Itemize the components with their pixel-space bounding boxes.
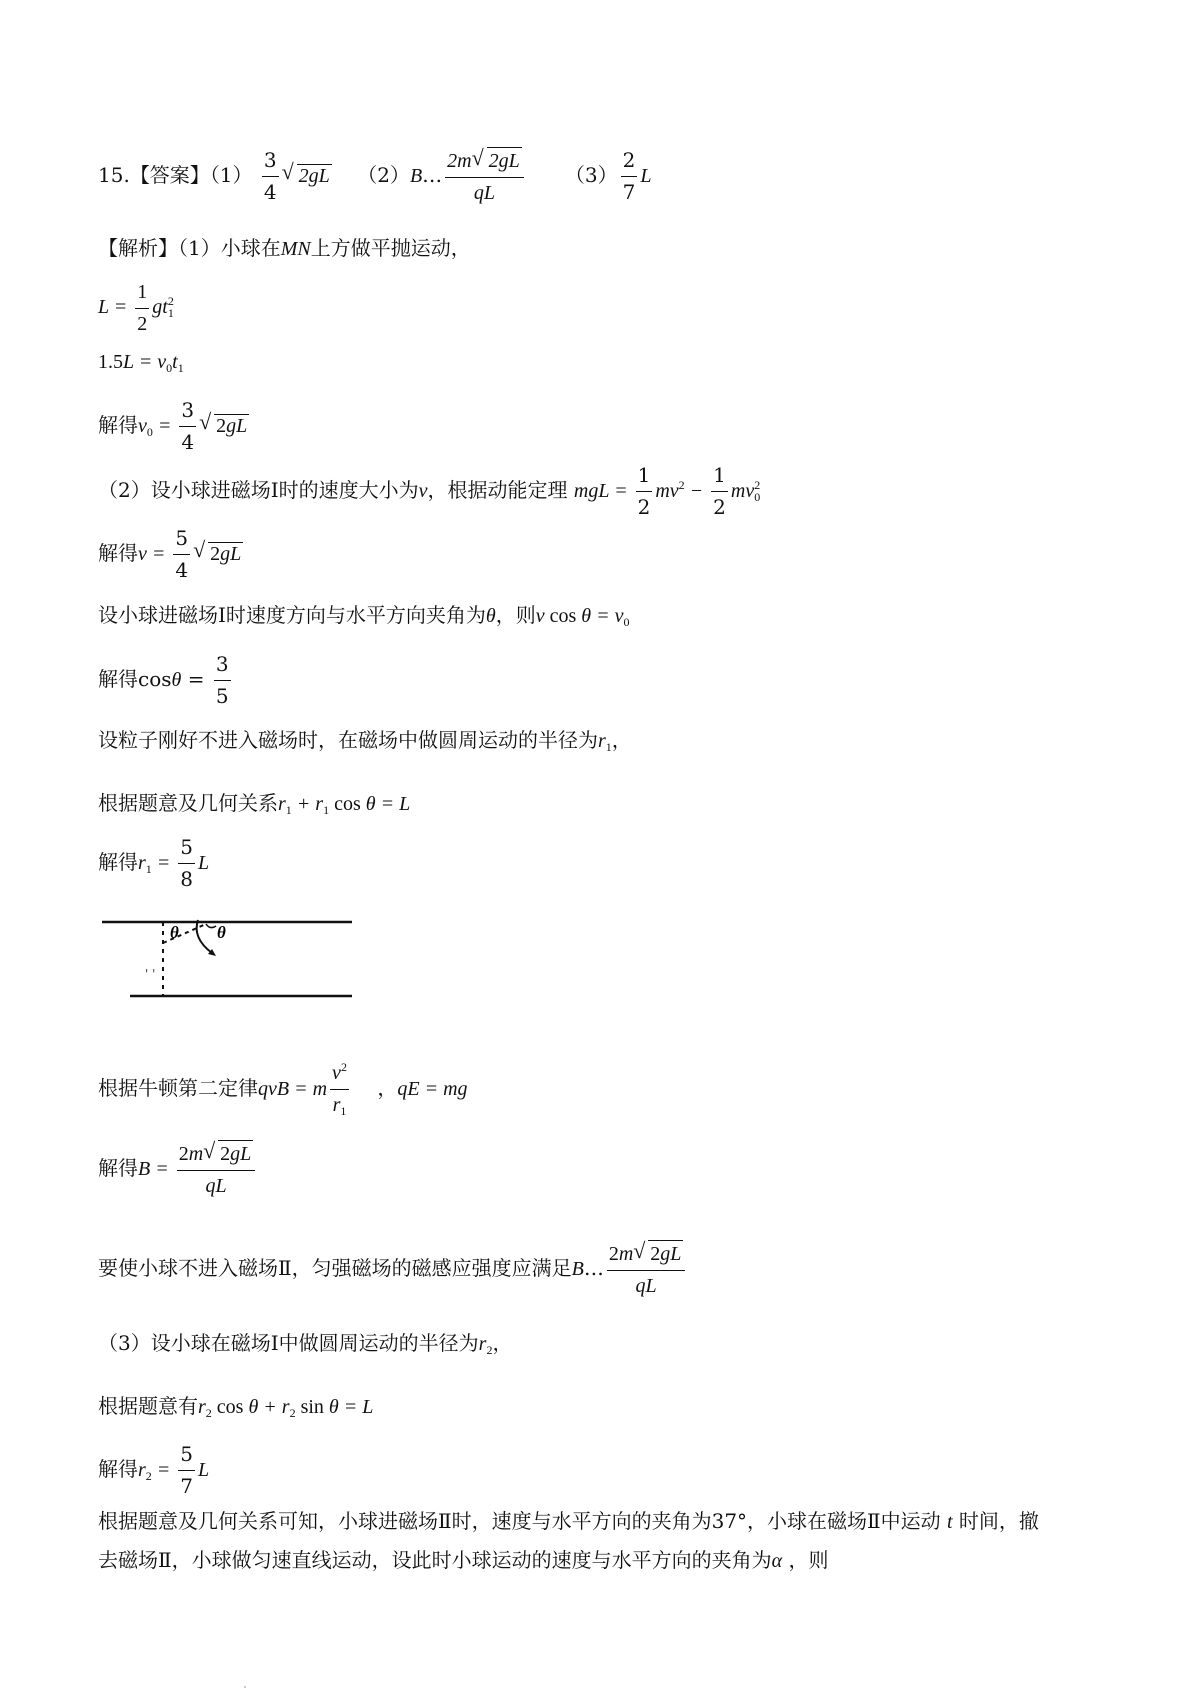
- analysis-part3-label: （3）: [98, 1331, 151, 1355]
- equation: $1.5L = v_0t_1$: [98, 351, 184, 375]
- answer-part2-label: （2）: [357, 163, 410, 187]
- text: 根据牛顿第二定律: [98, 1076, 258, 1100]
- fraction: $\frac{2m√ 2gL}{qL}$: [445, 147, 524, 206]
- answer-line: 15.【答案】（1） $\frac{3}{4}$ √ 2gL （2）B… $\frac{2m√ 2gL}{qL}$ （3） $\frac{2}{7}$ L: [98, 147, 651, 206]
- equation: 解得v = $\frac{5}{4}$ √ 2gL: [98, 526, 243, 583]
- text: ，则: [788, 1548, 829, 1572]
- text-line: （3）设小球在磁场Ⅰ中做圆周运动的半径为$r_2$，: [98, 1331, 513, 1357]
- text-line: 设粒子刚好不进入磁场时，在磁场中做圆周运动的半径为$r_1$，: [98, 728, 632, 754]
- text: 解得: [98, 850, 138, 874]
- fraction: $\frac{2}{7}$: [622, 148, 636, 204]
- text-t: t: [947, 1511, 953, 1533]
- text-mn: MN: [280, 238, 311, 260]
- equation: 设小球进磁场Ⅰ时速度方向与水平方向夹角为θ，则v $\cos \theta = v_0$: [98, 603, 630, 629]
- text-alpha: α: [771, 1550, 783, 1572]
- sqrt: √ 2gL: [283, 164, 332, 186]
- answer-tag: 【答案】: [129, 163, 210, 187]
- text: 根据题意及几何关系可知，小球进磁场Ⅱ时，速度与水平方向的夹角为: [98, 1509, 712, 1533]
- text: ，: [492, 1331, 513, 1355]
- text: 解得: [98, 541, 138, 565]
- text: 去磁场Ⅱ，小球做匀速直线运动，设此时小球运动的速度与水平方向的夹角为: [98, 1548, 772, 1572]
- analysis-part2-label: （2）: [98, 478, 151, 502]
- angle-mark: [206, 924, 216, 928]
- theta-label: θ: [217, 923, 226, 942]
- text: 根据题意及几何关系: [98, 791, 278, 815]
- text: 要使小球不进入磁场Ⅱ，匀强磁场的磁感应强度应满足: [98, 1256, 572, 1280]
- equation: 解得$r_1$ = $\frac{5}{8}$ L: [98, 835, 210, 891]
- page-artifact: [244, 1686, 246, 1688]
- text: 设小球在磁场Ⅰ中做圆周运动的半径为: [150, 1331, 479, 1355]
- text: 根据题意有: [98, 1394, 198, 1418]
- text: 解得: [98, 667, 138, 691]
- theta-label: θ: [170, 923, 179, 942]
- equation: 解得cosθ = $\frac{3}{5}$: [98, 652, 229, 708]
- text: 小球在: [220, 236, 281, 260]
- equation: L = $\frac{1}{2}$ $gt_1^2$: [98, 281, 174, 335]
- answer-part3-label: （3）: [564, 163, 618, 187]
- text: 时间，撤: [958, 1509, 1039, 1533]
- text: 解得: [98, 1457, 138, 1481]
- question-number: 15.: [98, 163, 130, 187]
- equation: 要使小球不进入磁场Ⅱ，匀强磁场的磁感应强度应满足B… $\frac{2m√ 2gL}{qL}$: [98, 1240, 688, 1299]
- text: 上方做平抛运动，: [310, 236, 471, 260]
- answer-part1-label: （1）: [209, 163, 253, 187]
- text: 设小球进磁场Ⅰ时的速度大小为: [150, 478, 419, 502]
- analysis-tag: 【解析】: [98, 236, 178, 260]
- equation: 解得$v_0$ = $\frac{3}{4}$ √ 2gL: [98, 398, 249, 455]
- equation: 根据牛顿第二定律qvB = m $\frac{v^2}{r_1}$ ，qE = mg: [98, 1060, 468, 1118]
- paragraph-line: [98, 1550, 828, 1571]
- equation: （2）设小球进磁场Ⅰ时的速度大小为v，根据动能定理 mgL = $\frac{1}{2}$ $mv^2$ − $\frac{1}{2}$ $mv_0^2$: [98, 463, 761, 519]
- text: ，小球在磁场Ⅱ中运动: [747, 1509, 941, 1533]
- text: ，根据动能定理: [427, 478, 568, 502]
- small-mark: ' ': [145, 967, 156, 981]
- text: ，则: [495, 603, 536, 627]
- text: ，: [611, 728, 632, 752]
- text: 设小球进磁场Ⅰ时速度方向与水平方向夹角为: [98, 603, 486, 627]
- text: 解得: [98, 413, 138, 437]
- equation: 解得B = $\frac{2m√ 2gL}{qL}$: [98, 1140, 258, 1199]
- analysis-part1-label: （1）: [178, 236, 221, 260]
- equation: 根据题意有$r_2$ $\cos \theta + r_2$ sin θ = L: [98, 1394, 374, 1420]
- paragraph-line: [98, 1511, 1039, 1532]
- equation: 解得$r_2$ = $\frac{5}{7}$ L: [98, 1442, 210, 1498]
- text: 设粒子刚好不进入磁场时，在磁场中做圆周运动的半径为: [98, 728, 598, 752]
- equation: 根据题意及几何关系$r_1 + r_1$ cos θ = L: [98, 791, 411, 817]
- trajectory-arc: [197, 920, 212, 953]
- fraction: $\frac{3}{4}$: [263, 148, 277, 204]
- analysis-line: [98, 238, 471, 259]
- text-angle-37: 37°: [711, 1509, 748, 1533]
- magnetic-field-diagram: [100, 910, 360, 1010]
- text: 解得: [98, 1156, 138, 1180]
